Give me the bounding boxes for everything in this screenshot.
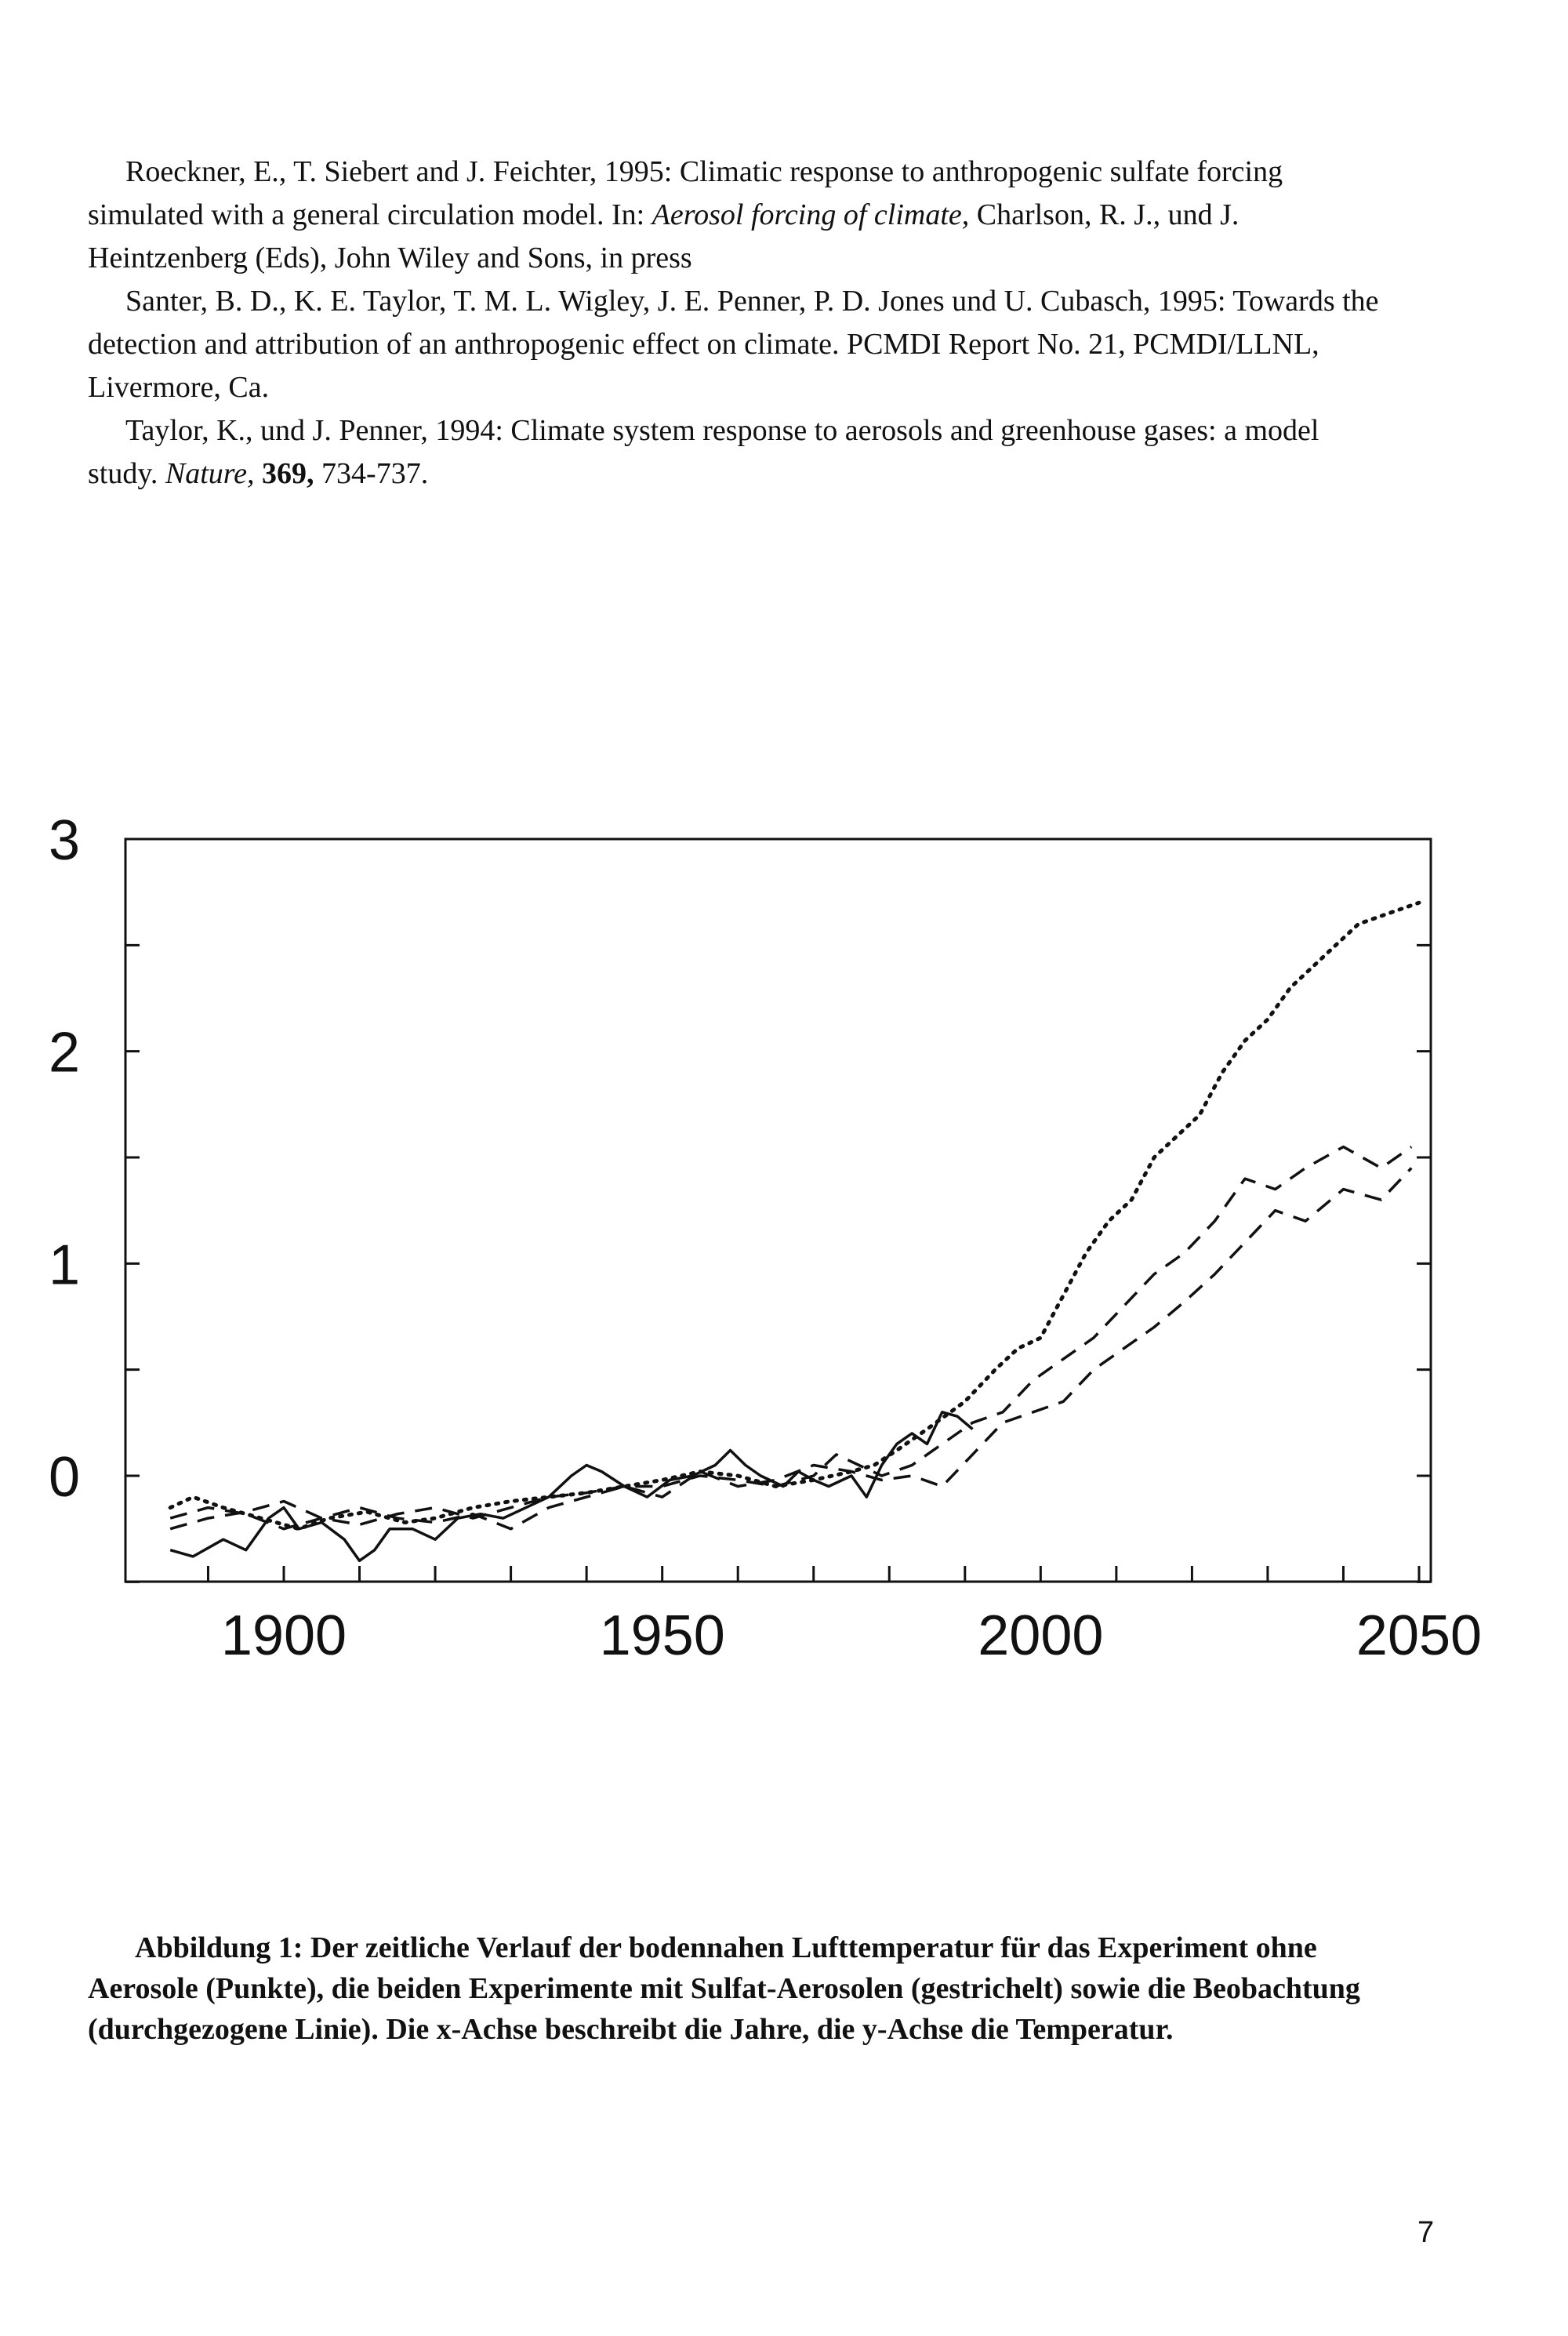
reference-taylor [88, 409, 1381, 496]
y-tick-label: 0 [48, 1446, 81, 1509]
y-tick-label: 1 [48, 1233, 81, 1297]
y-tick-label: 3 [48, 809, 81, 872]
x-tick-label: 1950 [599, 1604, 725, 1667]
reference-authors: Roeckner, E., T. Siebert and J. Feichter, 1995: [125, 155, 673, 188]
series-line-dotted-0 [170, 903, 1419, 1529]
reference-text: Towards the detection and attribution of an anthropogenic effect on climate. PCMDI Report No. 21, PCMDI/LLNL, Livermore, Ca. [88, 285, 1379, 404]
reference-authors: Taylor, K., und J. Penner, 1994: [125, 414, 503, 447]
caption-text: Der zeitliche Verlauf der bodennahen Lufttemperatur für das Experiment ohne Aerosole (Punkte), die beiden Experimente mit Sulfat-Aerosolen (gestrichelt) sowie die Beobachtung (durchgezogene Linie). Die x-Achse beschreibt die Jahre, die y-Achse die Temperatur. [88, 1931, 1360, 2046]
reference-tail: Charlson, R. J., und J. Heintzenberg (Eds), John Wiley and Sons, in press [88, 198, 1240, 274]
y-tick-label: 2 [48, 1021, 81, 1084]
page-number: 7 [1417, 2216, 1435, 2249]
series-line-solid-3 [170, 1412, 972, 1561]
plot-frame [125, 839, 1431, 1582]
reference-journal: Nature, [165, 457, 255, 490]
reference-roeckner [88, 151, 1381, 280]
reference-book-title: Aerosol forcing of climate, [652, 198, 970, 231]
reference-text: Climatic response to anthropogenic sulfate forcing simulated with a general circulation model. In: [88, 155, 1283, 231]
reference-pages: 734-737. [314, 457, 429, 490]
caption-label: Abbildung 1: [135, 1931, 303, 1964]
series-line-dashed-2 [170, 1168, 1411, 1529]
x-tick-label: 2050 [1356, 1604, 1483, 1667]
series-line-dashed-1 [170, 1147, 1411, 1529]
reference-text: Climate system response to aerosols and greenhouse gases: a model study. [88, 414, 1319, 490]
x-tick-label: 1900 [220, 1604, 347, 1667]
reference-volume: 369, [254, 457, 314, 490]
figure-caption [88, 1927, 1381, 2050]
x-tick-label: 2000 [978, 1604, 1104, 1667]
reference-authors: Santer, B. D., K. E. Taylor, T. M. L. Wigley, J. E. Penner, P. D. Jones und U. Cubasch, 1995: [125, 285, 1226, 318]
reference-santer [88, 280, 1381, 409]
temperature-chart [0, 808, 1568, 1686]
references [88, 151, 1381, 496]
